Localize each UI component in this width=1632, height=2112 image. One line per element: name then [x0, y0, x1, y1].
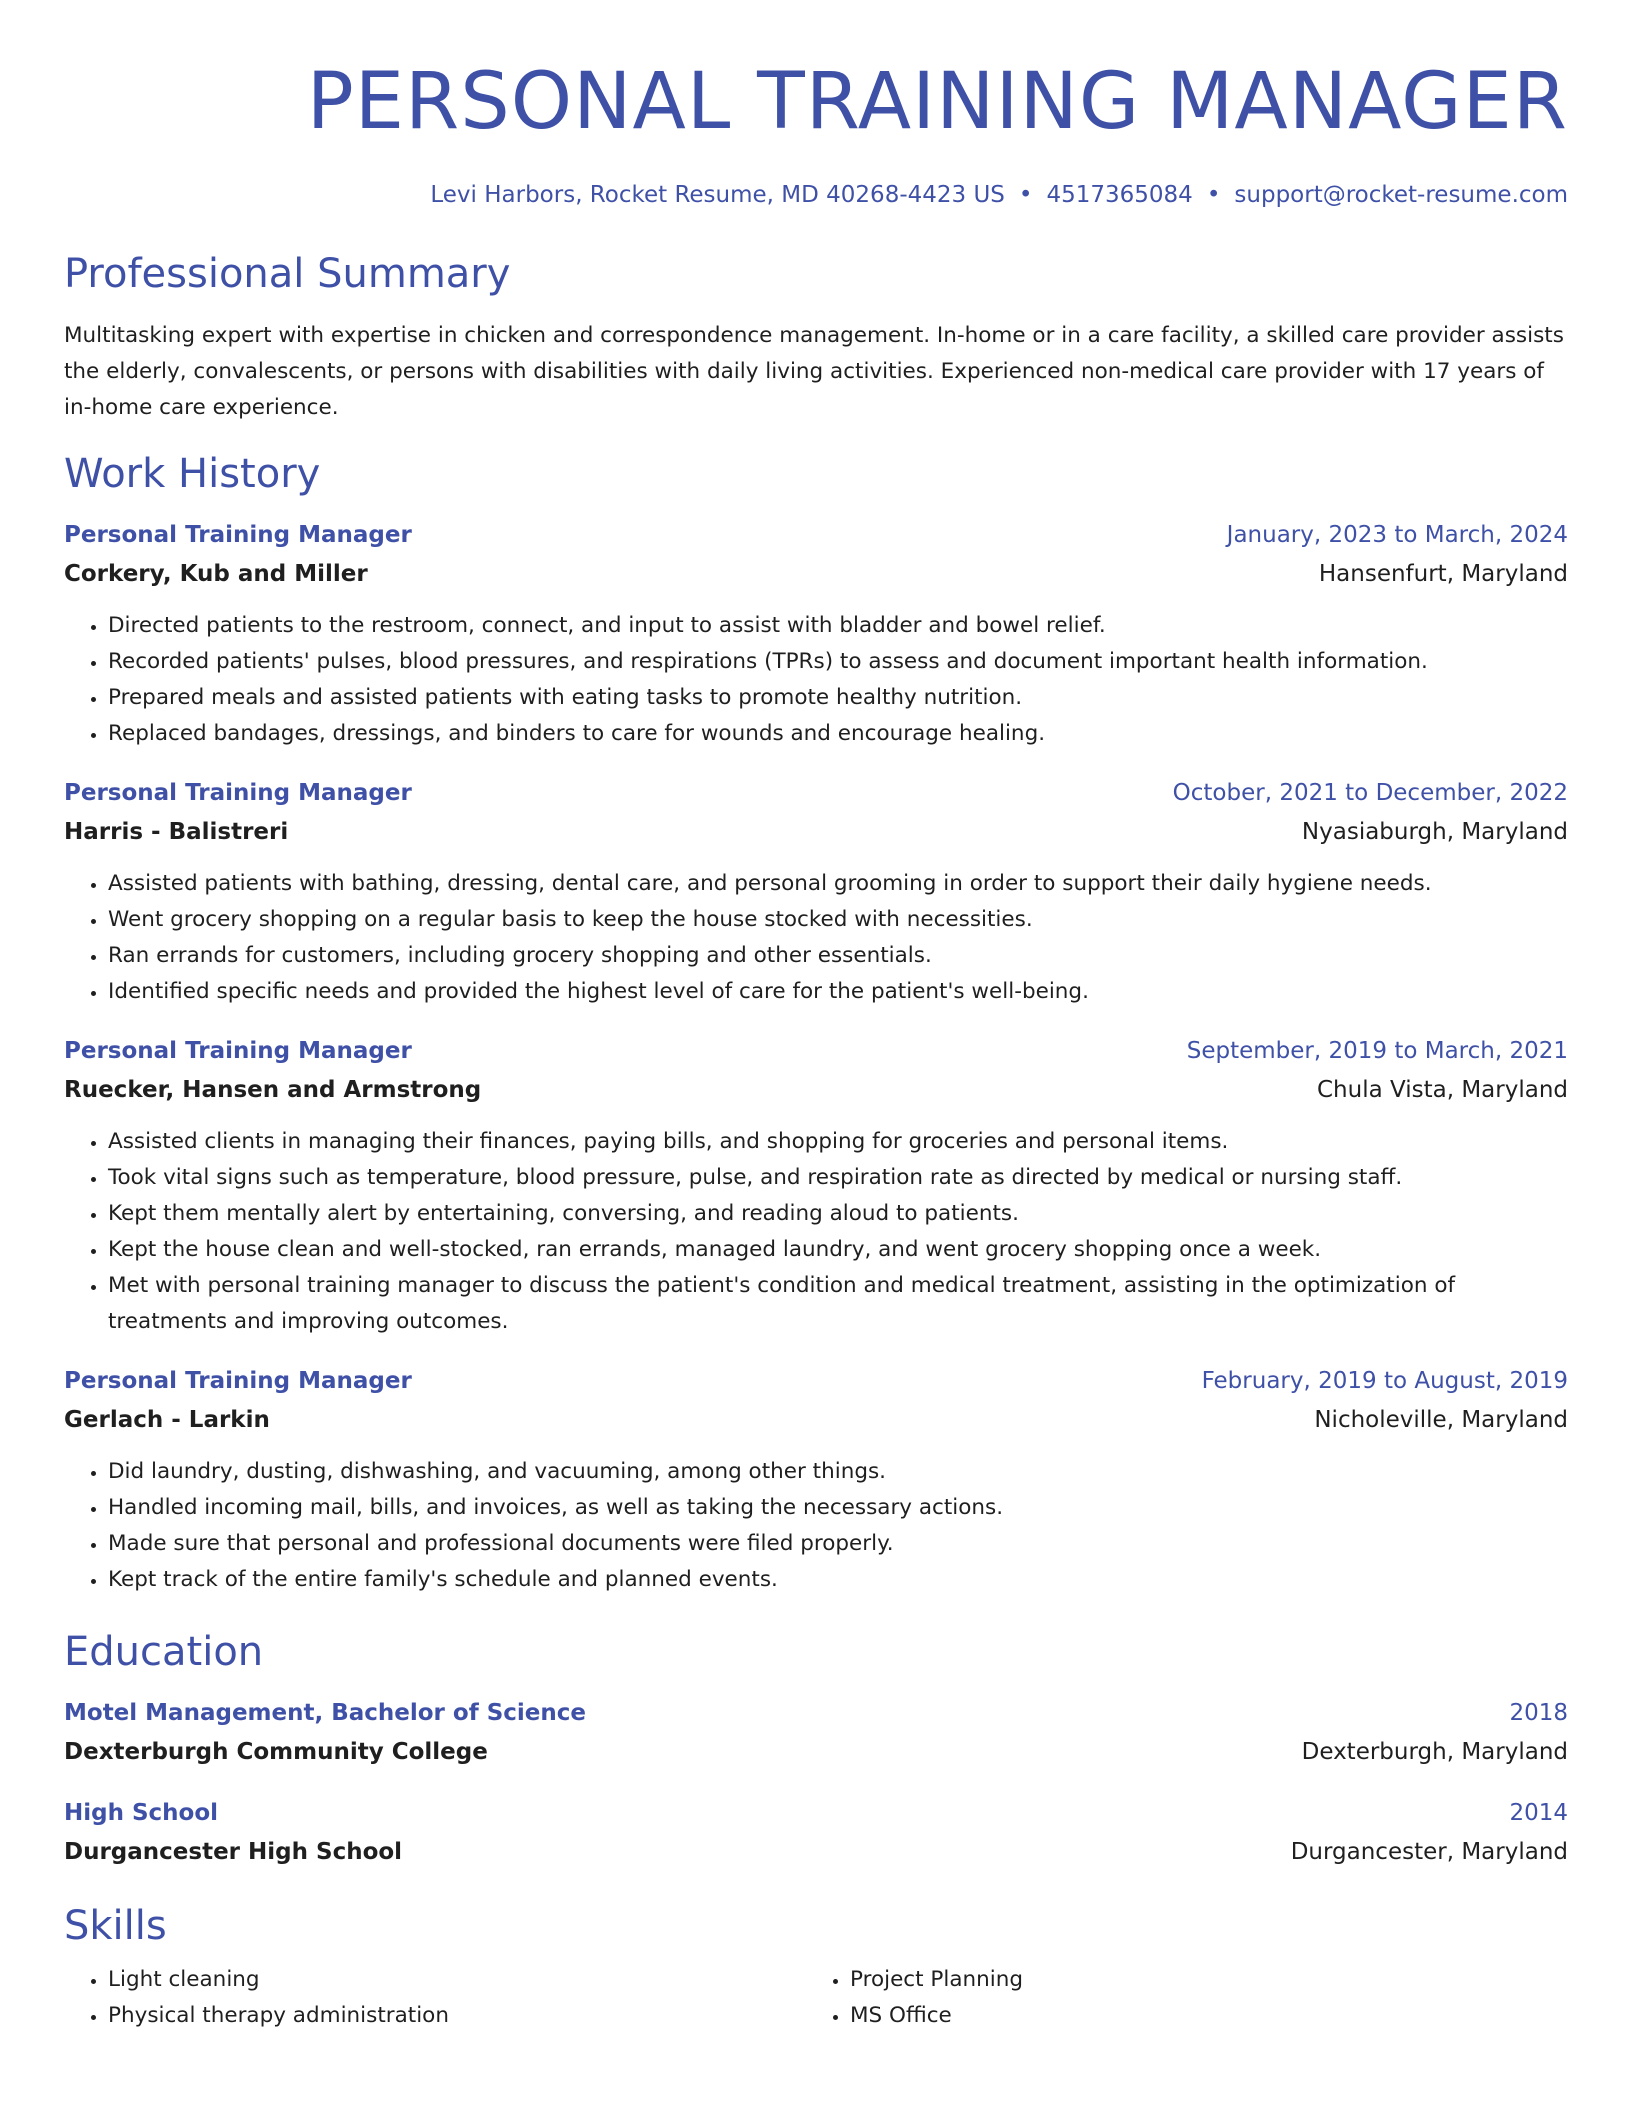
education-degree: Motel Management, Bachelor of Science	[64, 1700, 587, 1726]
job-location: Nyasiaburgh, Maryland	[1301, 819, 1568, 845]
skill-item: • Physical therapy administration	[108, 1998, 806, 2034]
skills-heading: Skills	[64, 1903, 167, 1949]
job-location: Chula Vista, Maryland	[1316, 1077, 1568, 1103]
job-dates: October, 2021 to December, 2022	[1172, 780, 1568, 806]
contact-separator: •	[1206, 182, 1221, 208]
job-title: Personal Training Manager	[64, 522, 412, 548]
job-dates: September, 2019 to March, 2021	[1186, 1038, 1568, 1064]
job-company: Corkery, Kub and Miller	[64, 561, 368, 587]
job-location: Hansenfurt, Maryland	[1318, 561, 1568, 587]
job-company: Ruecker, Hansen and Armstrong	[64, 1077, 482, 1103]
job-dates: February, 2019 to August, 2019	[1201, 1368, 1568, 1394]
education-heading: Education	[64, 1629, 264, 1675]
job-bullet: • Ran errands for customers, including grocery shopping and other essentials.	[108, 938, 1568, 974]
summary-text: Multitasking expert with expertise in chicken and correspondence management. In-home or in a care facility, a skilled care provider assists the elderly, convalescents, or persons with disabilities with daily living activities. Experienced non-medical care provider with 17 years of in-home care experience.	[64, 323, 1564, 420]
job-bullets	[64, 1454, 1568, 1598]
job-bullets	[64, 608, 1568, 752]
work-history-heading: Work History	[64, 451, 321, 497]
skill-item: • MS Office	[850, 1998, 1548, 2034]
job-bullet: • Kept the house clean and well-stocked, ran errands, managed laundry, and went grocery shopping once a week.	[108, 1232, 1568, 1268]
job-bullet: • Identified specific needs and provided the highest level of care for the patient's well-being.	[108, 974, 1568, 1010]
job-title: Personal Training Manager	[64, 1368, 412, 1394]
skills-list	[64, 1962, 1568, 2034]
skills-column-left	[64, 1962, 806, 2034]
job-entry	[64, 516, 1568, 752]
job-bullets	[64, 866, 1568, 1010]
contact-phone: 4517365084	[1046, 182, 1193, 208]
contact-separator: •	[1018, 182, 1033, 208]
job-bullet: • Assisted patients with bathing, dressing, dental care, and personal grooming in order to support their daily hygiene needs.	[108, 866, 1568, 902]
job-company: Gerlach - Larkin	[64, 1407, 270, 1433]
job-title: Personal Training Manager	[64, 780, 412, 806]
education-location: Dexterburgh, Maryland	[1301, 1739, 1568, 1765]
job-bullet: • Went grocery shopping on a regular basis to keep the house stocked with necessities.	[108, 902, 1568, 938]
job-bullet: • Assisted clients in managing their finances, paying bills, and shopping for groceries and personal items.	[108, 1124, 1568, 1160]
job-entry	[64, 1362, 1568, 1598]
education-entry	[64, 1694, 1568, 1772]
job-bullet: • Kept track of the entire family's schedule and planned events.	[108, 1562, 1568, 1598]
skill-item: • Light cleaning	[108, 1962, 806, 1998]
job-dates: January, 2023 to March, 2024	[1226, 522, 1568, 548]
job-bullet: • Handled incoming mail, bills, and invoices, as well as taking the necessary actions.	[108, 1490, 1568, 1526]
job-bullet: • Prepared meals and assisted patients with eating tasks to promote healthy nutrition.	[108, 680, 1568, 716]
contact-address: Levi Harbors, Rocket Resume, MD 40268-4423 US	[430, 182, 1005, 208]
contact-email: support@rocket-resume.com	[1234, 182, 1568, 208]
job-bullets	[64, 1124, 1568, 1340]
job-location: Nicholeville, Maryland	[1314, 1407, 1568, 1433]
education-location: Durgancester, Maryland	[1290, 1839, 1568, 1865]
job-title: Personal Training Manager	[64, 1038, 412, 1064]
job-entry	[64, 774, 1568, 1010]
job-bullet: • Met with personal training manager to discuss the patient's condition and medical treatment, assisting in the optimization of treatments and improving outcomes.	[108, 1268, 1568, 1340]
job-bullet: • Directed patients to the restroom, connect, and input to assist with bladder and bowel relief.	[108, 608, 1568, 644]
job-entry	[64, 1032, 1568, 1340]
job-bullet: • Recorded patients' pulses, blood pressures, and respirations (TPRs) to assess and document important health information.	[108, 644, 1568, 680]
job-bullet: • Made sure that personal and professional documents were filed properly.	[108, 1526, 1568, 1562]
summary-heading: Professional Summary	[64, 251, 511, 297]
job-bullet: • Replaced bandages, dressings, and binders to care for wounds and encourage healing.	[108, 716, 1568, 752]
resume-title: PERSONAL TRAINING MANAGER	[306, 57, 1568, 147]
job-bullet: • Took vital signs such as temperature, blood pressure, pulse, and respiration rate as directed by medical or nursing staff.	[108, 1160, 1568, 1196]
job-bullet: • Did laundry, dusting, dishwashing, and vacuuming, among other things.	[108, 1454, 1568, 1490]
job-bullet: • Kept them mentally alert by entertaining, conversing, and reading aloud to patients.	[108, 1196, 1568, 1232]
education-year: 2018	[1509, 1700, 1568, 1726]
skill-item: • Project Planning	[850, 1962, 1548, 1998]
education-degree: High School	[64, 1800, 219, 1826]
skills-column-right	[806, 1962, 1548, 2034]
education-year: 2014	[1509, 1800, 1568, 1826]
education-school: Dexterburgh Community College	[64, 1739, 488, 1765]
education-entry	[64, 1794, 1568, 1872]
education-school: Durgancester High School	[64, 1839, 403, 1865]
job-company: Harris - Balistreri	[64, 819, 289, 845]
contact-line	[64, 180, 1568, 210]
